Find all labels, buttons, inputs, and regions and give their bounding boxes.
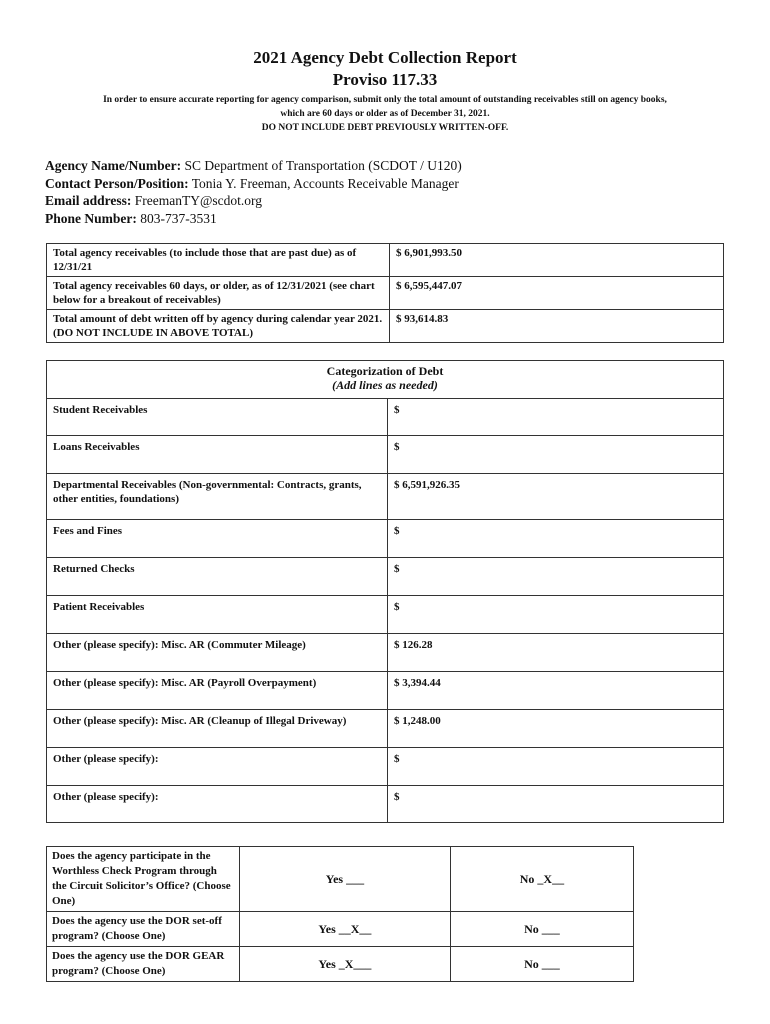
category-label: Student Receivables — [47, 399, 388, 436]
category-value: $ — [388, 558, 724, 596]
categorization-title: Categorization of Debt — [326, 364, 444, 378]
summary-value: $ 6,901,993.50 — [390, 244, 724, 277]
table-row — [47, 786, 724, 823]
table-header-row — [47, 361, 724, 399]
phone-line — [45, 210, 462, 228]
category-value: $ — [388, 399, 724, 436]
answer-yes: Yes ___ — [240, 847, 451, 912]
category-value: $ 6,591,926.35 — [388, 474, 724, 520]
category-value: $ — [388, 748, 724, 786]
contact-value: Tonia Y. Freeman, Accounts Receivable Manager — [191, 175, 459, 191]
category-label: Other (please specify): — [47, 786, 388, 823]
table-row — [47, 558, 724, 596]
categorization-subtitle: (Add lines as needed) — [332, 378, 438, 392]
category-label: Patient Receivables — [47, 596, 388, 634]
category-label: Other (please specify): Misc. AR (Payroll Overpayment) — [47, 672, 388, 710]
table-row — [47, 947, 634, 982]
question-text: Does the agency participate in the Worthless Check Program through the Circuit Solicitor’s Office? (Choose One) — [47, 847, 240, 912]
category-label: Loans Receivables — [47, 436, 388, 474]
category-value: $ — [388, 596, 724, 634]
email-label: Email address: — [45, 193, 132, 208]
table-row — [47, 847, 634, 912]
summary-label: Total amount of debt written off by agency during calendar year 2021. (DO NOT INCLUDE IN ABOVE TOTAL) — [47, 310, 390, 343]
program-questions-table — [46, 846, 634, 982]
category-label: Departmental Receivables (Non-governmental: Contracts, grants, other entities, foundations) — [47, 474, 388, 520]
notice-text: DO NOT INCLUDE DEBT PREVIOUSLY WRITTEN-OFF. — [261, 123, 509, 133]
email-value: FreemanTY@scdot.org — [134, 193, 263, 208]
agency-name-line — [45, 157, 462, 175]
table-row — [47, 520, 724, 558]
answer-no: No _X__ — [450, 847, 633, 912]
summary-label: Total agency receivables 60 days, or older, as of 12/31/2021 (see chart below for a breakout of receivables) — [47, 277, 390, 310]
table-row — [47, 710, 724, 748]
category-label: Other (please specify): Misc. AR (Cleanup of Illegal Driveway) — [47, 710, 388, 748]
category-value: $ 1,248.00 — [388, 710, 724, 748]
table-row — [47, 672, 724, 710]
table-row — [47, 277, 724, 310]
category-label: Returned Checks — [47, 558, 388, 596]
table-row — [47, 310, 724, 343]
summary-table — [46, 243, 724, 343]
summary-value: $ 6,595,447.07 — [390, 277, 724, 310]
categorization-table — [46, 360, 724, 823]
intro-text: In order to ensure accurate reporting for agency comparison, submit only the total amount of outstanding receivables still on agency books, which are 60 days or older as of December 31, 2021. — [103, 95, 667, 119]
table-row — [47, 748, 724, 786]
contact-line — [45, 175, 462, 193]
email-line — [45, 192, 462, 210]
report-title: 2021 Agency Debt Collection Report — [253, 48, 517, 67]
category-value: $ — [388, 520, 724, 558]
category-label: Other (please specify): Misc. AR (Commuter Mileage) — [47, 634, 388, 672]
question-text: Does the agency use the DOR GEAR program? (Choose One) — [47, 947, 240, 982]
table-row — [47, 244, 724, 277]
categorization-heading — [47, 361, 724, 399]
table-row — [47, 399, 724, 436]
category-value: $ 126.28 — [388, 634, 724, 672]
agency-name-value: SC Department of Transportation (SCDOT / U120) — [184, 158, 462, 173]
phone-label: Phone Number: — [45, 210, 137, 226]
category-value: $ 3,394.44 — [388, 672, 724, 710]
table-row — [47, 634, 724, 672]
answer-yes: Yes __X__ — [240, 912, 451, 947]
category-label: Fees and Fines — [47, 520, 388, 558]
agency-info — [45, 157, 462, 227]
answer-yes: Yes _X___ — [240, 947, 451, 982]
report-subtitle: Proviso 117.33 — [332, 70, 438, 89]
table-row — [47, 912, 634, 947]
table-row — [47, 436, 724, 474]
answer-no: No ___ — [450, 947, 633, 982]
category-value: $ — [388, 436, 724, 474]
table-row — [47, 596, 724, 634]
summary-label: Total agency receivables (to include those that are past due) as of 12/31/21 — [47, 244, 390, 277]
phone-value: 803-737-3531 — [140, 210, 217, 226]
summary-value: $ 93,614.83 — [390, 310, 724, 343]
category-value: $ — [388, 786, 724, 823]
category-label: Other (please specify): — [47, 748, 388, 786]
answer-no: No ___ — [450, 912, 633, 947]
question-text: Does the agency use the DOR set-off program? (Choose One) — [47, 912, 240, 947]
agency-name-label: Agency Name/Number: — [45, 158, 182, 173]
contact-label: Contact Person/Position: — [45, 175, 189, 191]
table-row — [47, 474, 724, 520]
